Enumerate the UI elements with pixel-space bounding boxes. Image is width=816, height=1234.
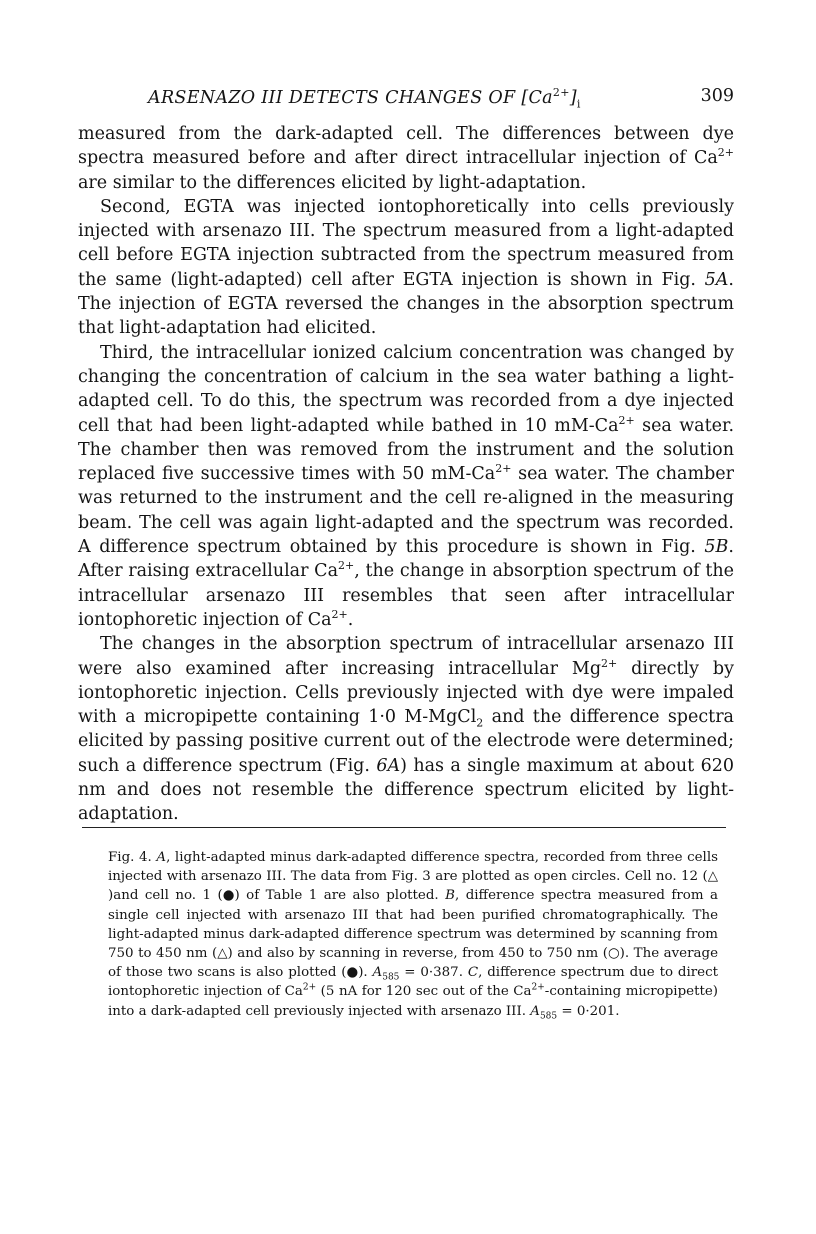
panel-label: A [156, 850, 167, 865]
running-title [148, 86, 581, 110]
text-run: , the change in absorption spectrum of the intracellular arsenazo III resembles that seen after intracellular iontophoretic injection of Ca [78, 561, 734, 630]
text-run: ). [358, 965, 373, 981]
text-run: ) has a single maximum at about 620 nm and does not resemble the difference spectrum elicited by light-adaptation. [78, 755, 734, 825]
subscript: 585 [382, 972, 400, 983]
figure-reference: 5B [704, 537, 729, 558]
filled-circle-icon: ● [222, 888, 235, 904]
text-run: and the difference spectra elicited by passing positive current out of the electrode were determined; such a difference spectrum (Fig. [78, 707, 734, 776]
text-run: Second, EGTA was injected iontophoretically into cells previously injected with arsenazo III. The spectrum measured from a light-adapted cell before EGTA injection subtracted from the spectrum measured from the same (light-adapted) cell after EGTA injection is shown in Fig. [78, 196, 734, 290]
text-run: -containing micropipette) into a dark-adapted cell previously injected with arsenazo III. [108, 984, 718, 1019]
text-run: Third, the intracellular ionized calcium concentration was changed by changing the concentration of calcium in the sea water bathing a light-adapted cell. To do this, the spectrum was recorded from a dye injected cell that had been light-adapted while bathed in 10 mM-Ca [78, 342, 734, 436]
paragraph-4 [78, 632, 734, 826]
text-run: , light-adapted minus dark-adapted difference spectra, recorded from three cells injected with arsenazo III. The data from Fig. 3 are plotted as open circles. Cell no. 12 ( [108, 850, 718, 885]
text-run: . After raising extracellular Ca [78, 537, 734, 582]
superscript: 2+ [601, 656, 618, 670]
subscript: 2 [476, 716, 484, 730]
text-run: directly by iontophoretic injection. Cells previously injected with dye were impaled with a micropipette containing 1·0 M-MgCl [78, 658, 734, 728]
figure-caption [108, 848, 718, 1021]
caption-divider [82, 827, 726, 828]
superscript: 2+ [331, 608, 348, 622]
page-header [78, 86, 734, 114]
absorbance-symbol: A [530, 1003, 540, 1019]
text-run: ) and also by scanning in reverse, from 450 to 750 nm ( [227, 946, 608, 962]
text-run: . [347, 609, 354, 630]
text-run: . The injection of EGTA reversed the changes in the absorption spectrum that light-adaptation had elicited. [78, 269, 734, 339]
running-title-ion: [Ca [521, 87, 553, 108]
running-title-subscript: i [576, 97, 581, 111]
superscript: 2+ [531, 982, 545, 993]
text-run: Fig. 4. [108, 850, 157, 865]
panel-label: B [445, 888, 455, 904]
superscript: 2+ [618, 413, 635, 427]
text-run: sea water. The chamber was returned to the instrument and the cell re-aligned in the measuring beam. The cell was again light-adapted and the spectrum was recorded. A difference spectrum obtained by this procedure is shown in Fig. [78, 464, 734, 558]
superscript: 2+ [717, 146, 734, 160]
superscript: 2+ [338, 559, 355, 573]
figure-reference: 5A [704, 269, 729, 290]
text-run: ). The average of those two scans is also plotted ( [108, 946, 718, 981]
running-title-text: ARSENAZO III DETECTS CHANGES OF [148, 87, 516, 108]
text-run: ) of Table 1 are also plotted. [234, 888, 446, 904]
running-title-charge: 2+ [552, 86, 570, 99]
open-triangle-icon: △ [217, 946, 228, 962]
running-title-close: ] [569, 87, 577, 108]
text-run: measured from the dark-adapted cell. The differences between dye spectra measured before and after direct intracellular injection of Ca [78, 124, 734, 169]
figure-reference: 6A [376, 755, 401, 776]
open-circle-icon: ○ [607, 946, 620, 962]
paragraph-1 [78, 122, 734, 195]
text-run: )and cell no. 1 ( [108, 888, 223, 904]
caption-text [108, 848, 718, 1021]
panel-label: C [467, 965, 479, 981]
paragraph-3 [78, 341, 734, 633]
subscript: 585 [539, 1011, 558, 1022]
text-run: , difference spectrum due to direct iontophoretic injection of Ca [108, 965, 718, 1000]
text-run: , difference spectra measured from a single cell injected with arsenazo III that had been purified chromatographically. The light-adapted minus dark-adapted difference spectrum was determined by scanning from 750 to 450 nm ( [108, 888, 718, 962]
text-run: sea water. The chamber then was removed from the instrument and the solution replaced five successive times with 50 mM-Ca [78, 415, 735, 485]
body-text [78, 122, 734, 827]
superscript: 2+ [302, 982, 317, 993]
text-run: are similar to the differences elicited by light-adaptation. [78, 172, 587, 193]
text-run: = 0·387. [399, 965, 468, 981]
page-number: 309 [700, 86, 734, 106]
paragraph-2 [78, 195, 734, 341]
superscript: 2+ [495, 462, 512, 476]
text-run: (5 nA for 120 sec out of the Ca [316, 984, 532, 1000]
open-triangle-icon: △ [707, 869, 718, 885]
absorbance-symbol: A [372, 965, 383, 981]
filled-circle-icon: ● [346, 965, 359, 981]
text-run: The changes in the absorption spectrum of intracellular arsenazo III were also examined after increasing intracellular Mg [78, 634, 734, 679]
text-run: = 0·201. [557, 1003, 620, 1019]
